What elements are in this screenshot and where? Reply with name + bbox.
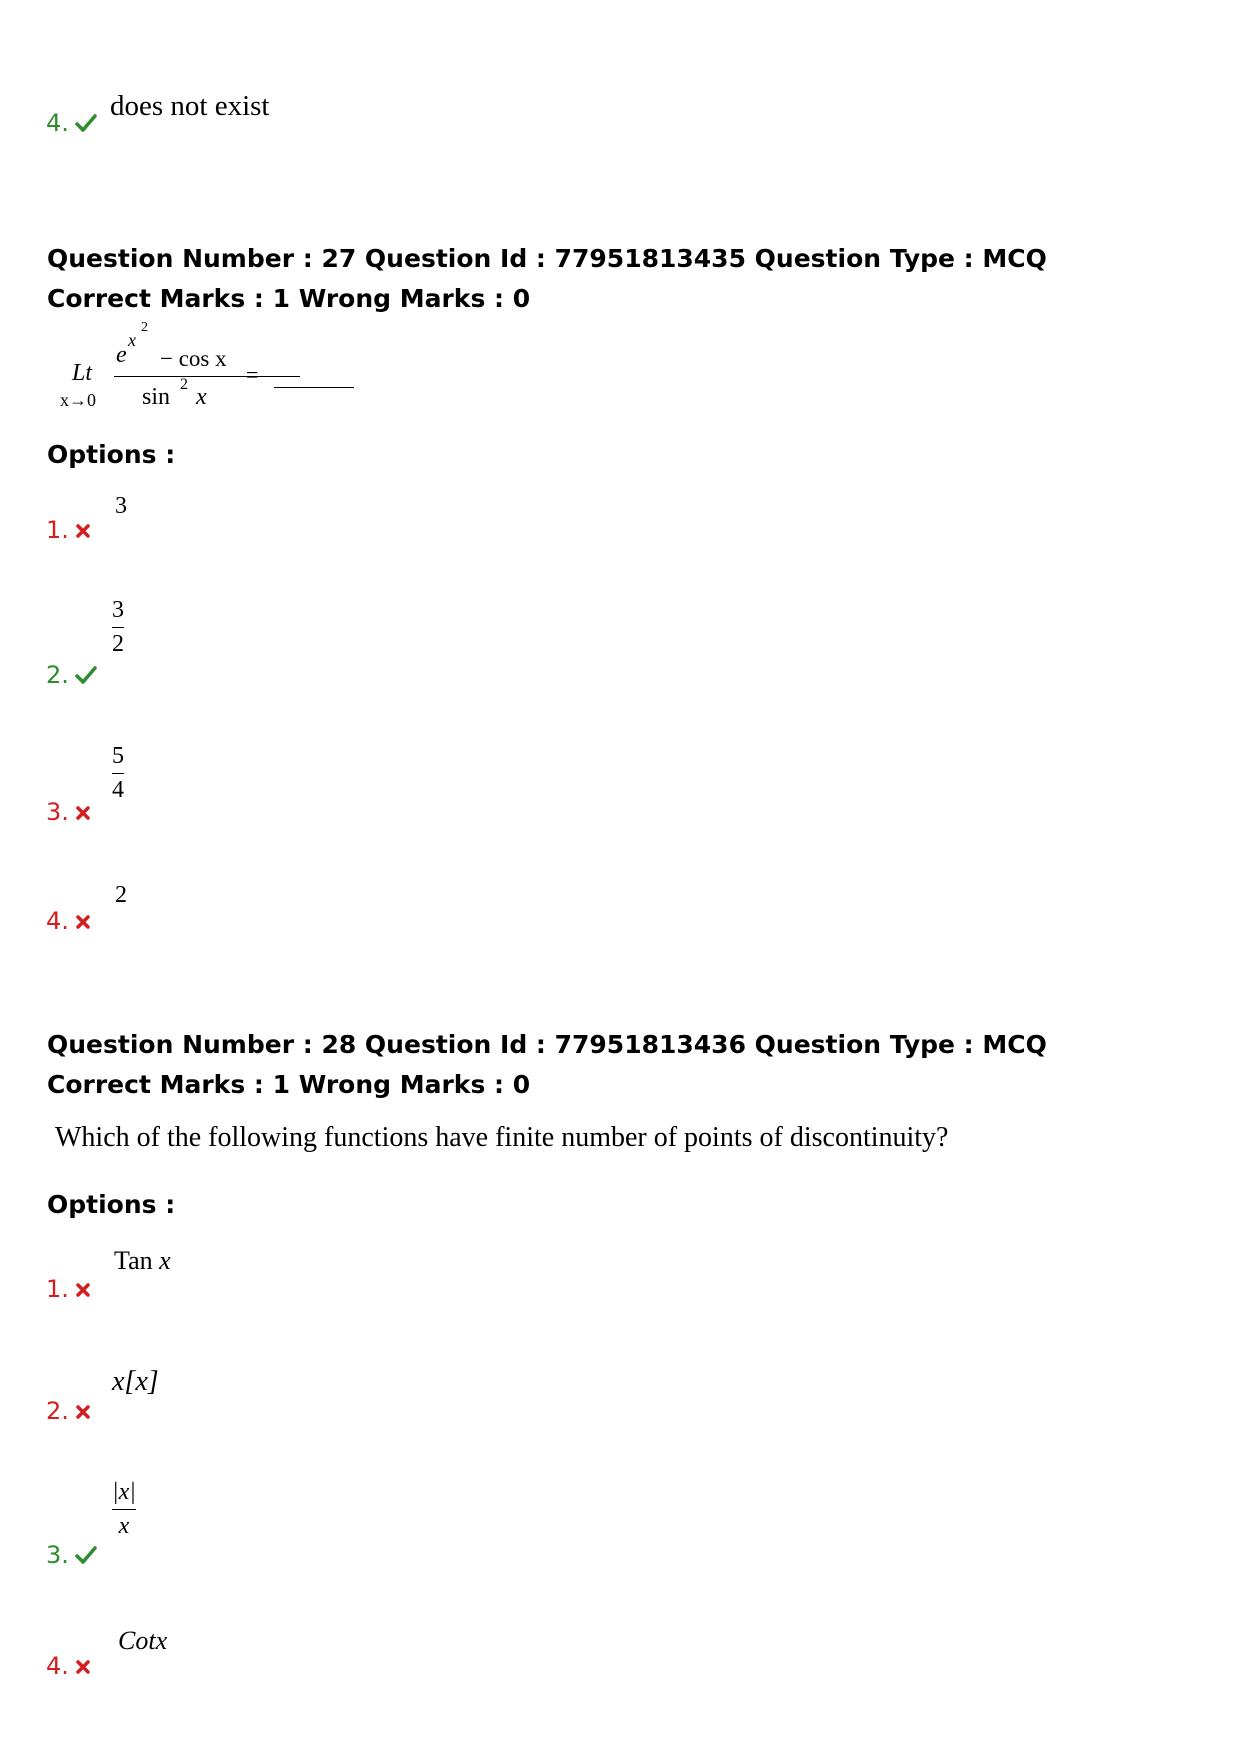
option-expression: x[x] xyxy=(112,1366,159,1397)
fraction-numerator: 5 xyxy=(112,743,124,769)
function-variable: x xyxy=(159,1246,171,1275)
fraction-numerator: |x| xyxy=(112,1479,136,1505)
fraction-denominator: 4 xyxy=(112,777,124,804)
denominator-exponent: 2 xyxy=(180,376,188,393)
denominator-function: sin xyxy=(142,384,171,410)
function-name: Tan xyxy=(114,1246,153,1275)
question-marks: Correct Marks : 1 Wrong Marks : 0 xyxy=(47,1070,531,1099)
option-fraction xyxy=(112,598,124,657)
options-label: Options : xyxy=(47,1190,176,1219)
fraction-denominator: 2 xyxy=(112,631,124,658)
option-number: 3. xyxy=(46,798,91,827)
option-text: does not exist xyxy=(110,90,270,122)
options-label: Options : xyxy=(47,440,176,469)
option-number: 2. xyxy=(46,661,97,690)
option-fraction xyxy=(112,1480,136,1539)
check-icon xyxy=(75,662,97,690)
question-marks: Correct Marks : 1 Wrong Marks : 0 xyxy=(47,284,531,313)
answer-blank xyxy=(274,387,354,388)
numerator-base: e xyxy=(116,342,127,368)
check-icon xyxy=(75,110,97,138)
fraction-bar xyxy=(112,1509,136,1510)
option-number: 4. xyxy=(46,1652,91,1681)
fraction-denominator: x xyxy=(118,1513,130,1540)
cross-icon xyxy=(75,1276,91,1304)
cross-icon xyxy=(75,908,91,936)
question-stem-text: Which of the following functions have finite number of points of discontinuity? xyxy=(55,1122,949,1153)
option-value: 3 xyxy=(115,493,127,519)
option-expression: Cotx xyxy=(118,1626,168,1655)
option-number: 3. xyxy=(46,1541,97,1570)
option-expression xyxy=(114,1246,171,1276)
question-header: Question Number : 27 Question Id : 77951813435 Question Type : MCQ xyxy=(47,244,1047,273)
fraction-numerator: 3 xyxy=(112,597,124,623)
option-number: 4. xyxy=(46,109,97,138)
option-number: 1. xyxy=(46,516,91,545)
cross-icon xyxy=(75,1653,91,1681)
equals-sign: = xyxy=(246,362,259,387)
cross-icon xyxy=(75,517,91,545)
numerator-exponent: x xyxy=(128,330,136,350)
fraction-bar xyxy=(112,627,124,628)
option-number: 1. xyxy=(46,1275,91,1304)
limit-operator: Lt xyxy=(72,360,93,386)
numerator-exponent-power: 2 xyxy=(141,320,148,335)
check-icon xyxy=(75,1542,97,1570)
denominator-variable: x xyxy=(196,384,207,410)
fraction-bar xyxy=(114,376,300,377)
question-header: Question Number : 28 Question Id : 77951813436 Question Type : MCQ xyxy=(47,1030,1047,1059)
limit-subscript: x→0 xyxy=(60,390,96,410)
option-number: 2. xyxy=(46,1397,91,1426)
fraction-bar xyxy=(112,773,124,774)
question-stem-formula xyxy=(60,320,380,415)
option-fraction xyxy=(112,744,124,803)
option-value: 2 xyxy=(115,882,127,908)
cross-icon xyxy=(75,799,91,827)
numerator-rest: − cos x xyxy=(160,346,227,371)
option-number: 4. xyxy=(46,907,91,936)
cross-icon xyxy=(75,1398,91,1426)
